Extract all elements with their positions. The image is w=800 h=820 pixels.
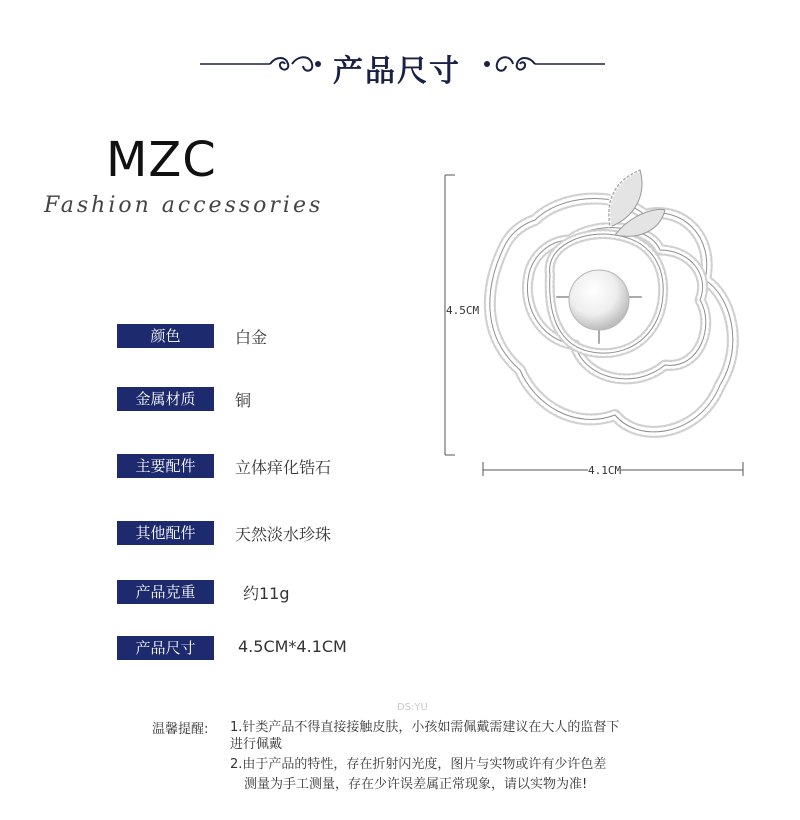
page-title: 产品尺寸 [333, 54, 461, 89]
watermark: DS:YU [397, 702, 428, 713]
spec-row-other-parts [117, 521, 457, 545]
spec-row-size [117, 636, 457, 660]
brand-tagline: Fashion accessories [44, 193, 324, 218]
spec-value: 天然淡水珍珠 [235, 525, 332, 544]
brooch-image [465, 165, 745, 455]
spec-label: 产品克重 [117, 580, 214, 604]
width-dimension-label: 4.1CM [588, 464, 622, 477]
height-dimension-label: 4.5CM [446, 304, 480, 317]
spec-label: 颜色 [117, 324, 214, 348]
spec-value: 白金 [235, 328, 268, 347]
right-ornament-icon [480, 52, 605, 76]
notice-line: 2.由于产品的特性，存在折射闪光度，图片与实物或许有少许色差 [230, 757, 607, 772]
brand-name: MZC [106, 132, 217, 188]
spec-label: 金属材质 [117, 387, 214, 411]
notice-line: 测量为手工测量，存在少许误差属正常现象，请以实物为准! [244, 777, 588, 792]
spec-row-main-parts [117, 454, 457, 478]
spec-value: 铜 [235, 391, 252, 410]
spec-label: 主要配件 [117, 454, 214, 478]
spec-row-material [117, 387, 457, 411]
notice-label: 温馨提醒: [152, 722, 209, 737]
spec-value: 约11g [243, 584, 290, 603]
section-header [0, 38, 800, 88]
spec-label: 其他配件 [117, 521, 214, 545]
spec-label: 产品尺寸 [117, 636, 214, 660]
spec-value: 4.5CM*4.1CM [238, 637, 347, 656]
notice-line: 进行佩戴 [230, 737, 283, 752]
spec-row-weight [117, 580, 457, 604]
notice-line: 1.针类产品不得直接接触皮肤，小孩如需佩戴需建议在大人的监督下 [230, 720, 620, 735]
spec-value: 立体痒化锆石 [235, 458, 332, 477]
spec-row-color [117, 324, 457, 348]
left-ornament-icon [200, 52, 325, 76]
